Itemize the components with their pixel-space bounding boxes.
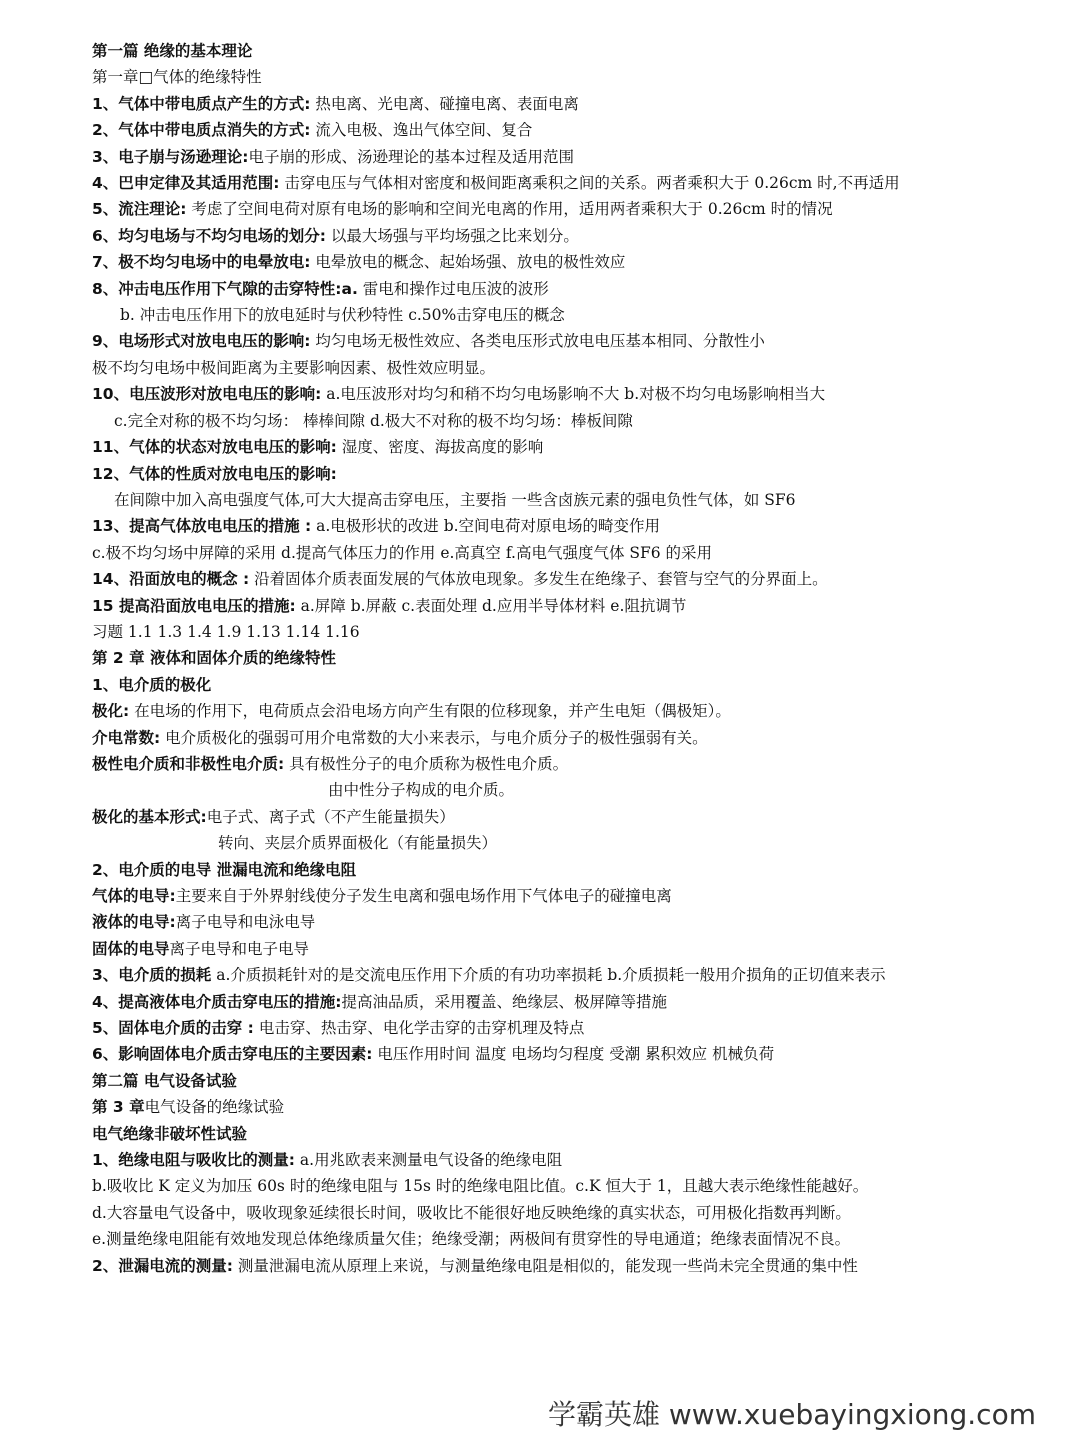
item-1-4: 4、巴申定律及其适用范围: 击穿电压与气体相对密度和极间距离乘积之间的关系。两者乘积大于 0.26cm 时,不再适用 [92, 174, 900, 193]
item-2-3: 3、电介质的损耗 a.介质损耗针对的是交流电压作用下介质的有功功率损耗 b.介质损耗一般用介损角的正切值来表示 [92, 966, 886, 985]
item-1-10-cont: c.完全对称的极不均匀场： 棒棒间隙 d.极大不对称的极不均匀场：棒板间隙 [114, 411, 633, 430]
item-1-7: 7、极不均匀电场中的电晕放电: 电晕放电的概念、起始场强、放电的极性效应 [92, 253, 626, 272]
item-1-10: 10、电压波形对放电电压的影响: a.电压波形对均匀和稍不均匀电场影响不大 b.对极不均匀电场影响相当大 [92, 385, 826, 404]
item-3-2: 2、泄漏电流的测量: 测量泄漏电流从原理上来说，与测量绝缘电阻是相似的，能发现一些尚未完全贯通的集中性 [92, 1256, 858, 1275]
part-2-title: 第二篇 电气设备试验 [92, 1071, 237, 1090]
item-2-6: 6、影响固体电介质击穿电压的主要因素: 电压作用时间 温度 电场均匀程度 受潮 累积效应 机械负荷 [92, 1045, 775, 1064]
item-3-1-d: d.大容量电气设备中，吸收现象延续很长时间，吸收比不能很好地反映绝缘的真实状态，可用极化指数再判断。 [92, 1203, 851, 1222]
polarization-forms-cont: 转向、夹层介质界面极化（有能量损失） [218, 834, 498, 853]
document-page [92, 38, 1002, 1279]
item-1-8: 8、冲击电压作用下气隙的击穿特性:a. 雷电和操作过电压波的波形 [92, 279, 549, 298]
item-1-5: 5、流注理论: 考虑了空间电荷对原有电场的影响和空间光电离的作用，适用两者乘积大于 0.26cm 时的情况 [92, 200, 833, 219]
item-3-1-b: b.吸收比 K 定义为加压 60s 时的绝缘电阻与 15s 时的绝缘电阻比值。c.K 恒大于 1，且越大表示绝缘性能越好。 [92, 1177, 869, 1196]
item-1-13-cont: c.极不均匀场中屏障的采用 d.提高气体压力的作用 e.高真空 f.高电气强度气体 SF6 的采用 [92, 543, 713, 562]
item-1-3: 3、电子崩与汤逊理论:电子崩的形成、汤逊理论的基本过程及适用范围 [92, 147, 574, 166]
item-1-2: 2、气体中带电质点消失的方式: 流入电极、逸出气体空间、复合 [92, 121, 533, 140]
item-1-9: 9、电场形式对放电电压的影响: 均匀电场无极性效应、各类电压形式放电电压基本相同、分散性小 [92, 332, 765, 351]
item-1-1: 1、气体中带电质点产生的方式: 热电离、光电离、碰撞电离、表面电离 [92, 94, 579, 113]
item-2-2: 2、电介质的电导 泄漏电流和绝缘电阻 [92, 860, 357, 879]
item-1-8-cont: b. 冲击电压作用下的放电延时与伏秒特性 c.50%击穿电压的概念 [120, 306, 565, 325]
item-2-4: 4、提高液体电介质击穿电压的措施:提高油品质，采用覆盖、绝缘层、极屏障等措施 [92, 992, 668, 1011]
watermark: 学霸英雄 www.xuebayingxiong.com [548, 1398, 1036, 1431]
exercises-1: 习题 1.1 1.3 1.4 1.9 1.13 1.14 1.16 [92, 622, 360, 641]
chapter-3-title: 第 3 章电气设备的绝缘试验 [92, 1098, 285, 1117]
part-1-title: 第一篇 绝缘的基本理论 [92, 42, 253, 60]
item-1-15: 15 提高沿面放电电压的措施: a.屏障 b.屏蔽 c.表面处理 d.应用半导体材料 e.阻抗调节 [92, 596, 687, 615]
item-1-14: 14、沿面放电的概念 : 沿着固体介质表面发展的气体放电现象。多发生在绝缘子、套管与空气的分界面上。 [92, 570, 828, 589]
solid-conduction: 固体的电导离子电导和电子电导 [92, 939, 310, 958]
chapter-1-title: 第一章□气体的绝缘特性 [92, 68, 262, 87]
liquid-conduction: 液体的电导:离子电导和电泳电导 [92, 913, 316, 932]
item-3-1-e: e.测量绝缘电阻能有效地发现总体绝缘质量欠佳；绝缘受潮；两极间有贯穿性的导电通道；绝缘表面情况不良。 [92, 1230, 851, 1249]
polarization-def: 极化: 在电场的作用下，电荷质点会沿电场方向产生有限的位移现象，并产生电矩（偶极矩）。 [92, 702, 731, 721]
item-1-6: 6、均匀电场与不均匀电场的划分: 以最大场强与平均场强之比来划分。 [92, 226, 579, 245]
polarization-forms: 极化的基本形式:电子式、离子式（不产生能量损失） [92, 807, 455, 826]
item-1-13: 13、提高气体放电电压的措施 : a.电极形状的改进 b.空间电荷对原电场的畸变作用 [92, 517, 661, 536]
item-1-12: 12、气体的性质对放电电压的影响: [92, 464, 337, 483]
item-1-11: 11、气体的状态对放电电压的影响: 湿度、密度、海拔高度的影响 [92, 438, 544, 457]
item-1-9-cont: 极不均匀电场中极间距离为主要影响因素、极性效应明显。 [92, 358, 496, 377]
item-1-12-cont: 在间隙中加入高电强度气体,可大大提高击穿电压，主要指 一些含卤族元素的强电负性气体，如 SF6 [114, 490, 796, 509]
dielectric-constant: 介电常数: 电介质极化的强弱可用介电常数的大小来表示，与电介质分子的极性强弱有关。 [92, 728, 708, 747]
item-2-1: 1、电介质的极化 [92, 675, 212, 694]
polar-dielectric-cont: 由中性分子构成的电介质。 [328, 781, 515, 800]
chapter-2-title: 第 2 章 液体和固体介质的绝缘特性 [92, 649, 336, 668]
item-2-5: 5、固体电介质的击穿 : 电击穿、热击穿、电化学击穿的击穿机理及特点 [92, 1019, 585, 1038]
item-3-1: 1、绝缘电阻与吸收比的测量: a.用兆欧表来测量电气设备的绝缘电阻 [92, 1151, 563, 1170]
polar-dielectric: 极性电介质和非极性电介质: 具有极性分子的电介质称为极性电介质。 [92, 754, 569, 773]
nondestructive-test-title: 电气绝缘非破坏性试验 [92, 1124, 248, 1143]
gas-conduction: 气体的电导:主要来自于外界射线使分子发生电离和强电场作用下气体电子的碰撞电离 [92, 887, 672, 905]
